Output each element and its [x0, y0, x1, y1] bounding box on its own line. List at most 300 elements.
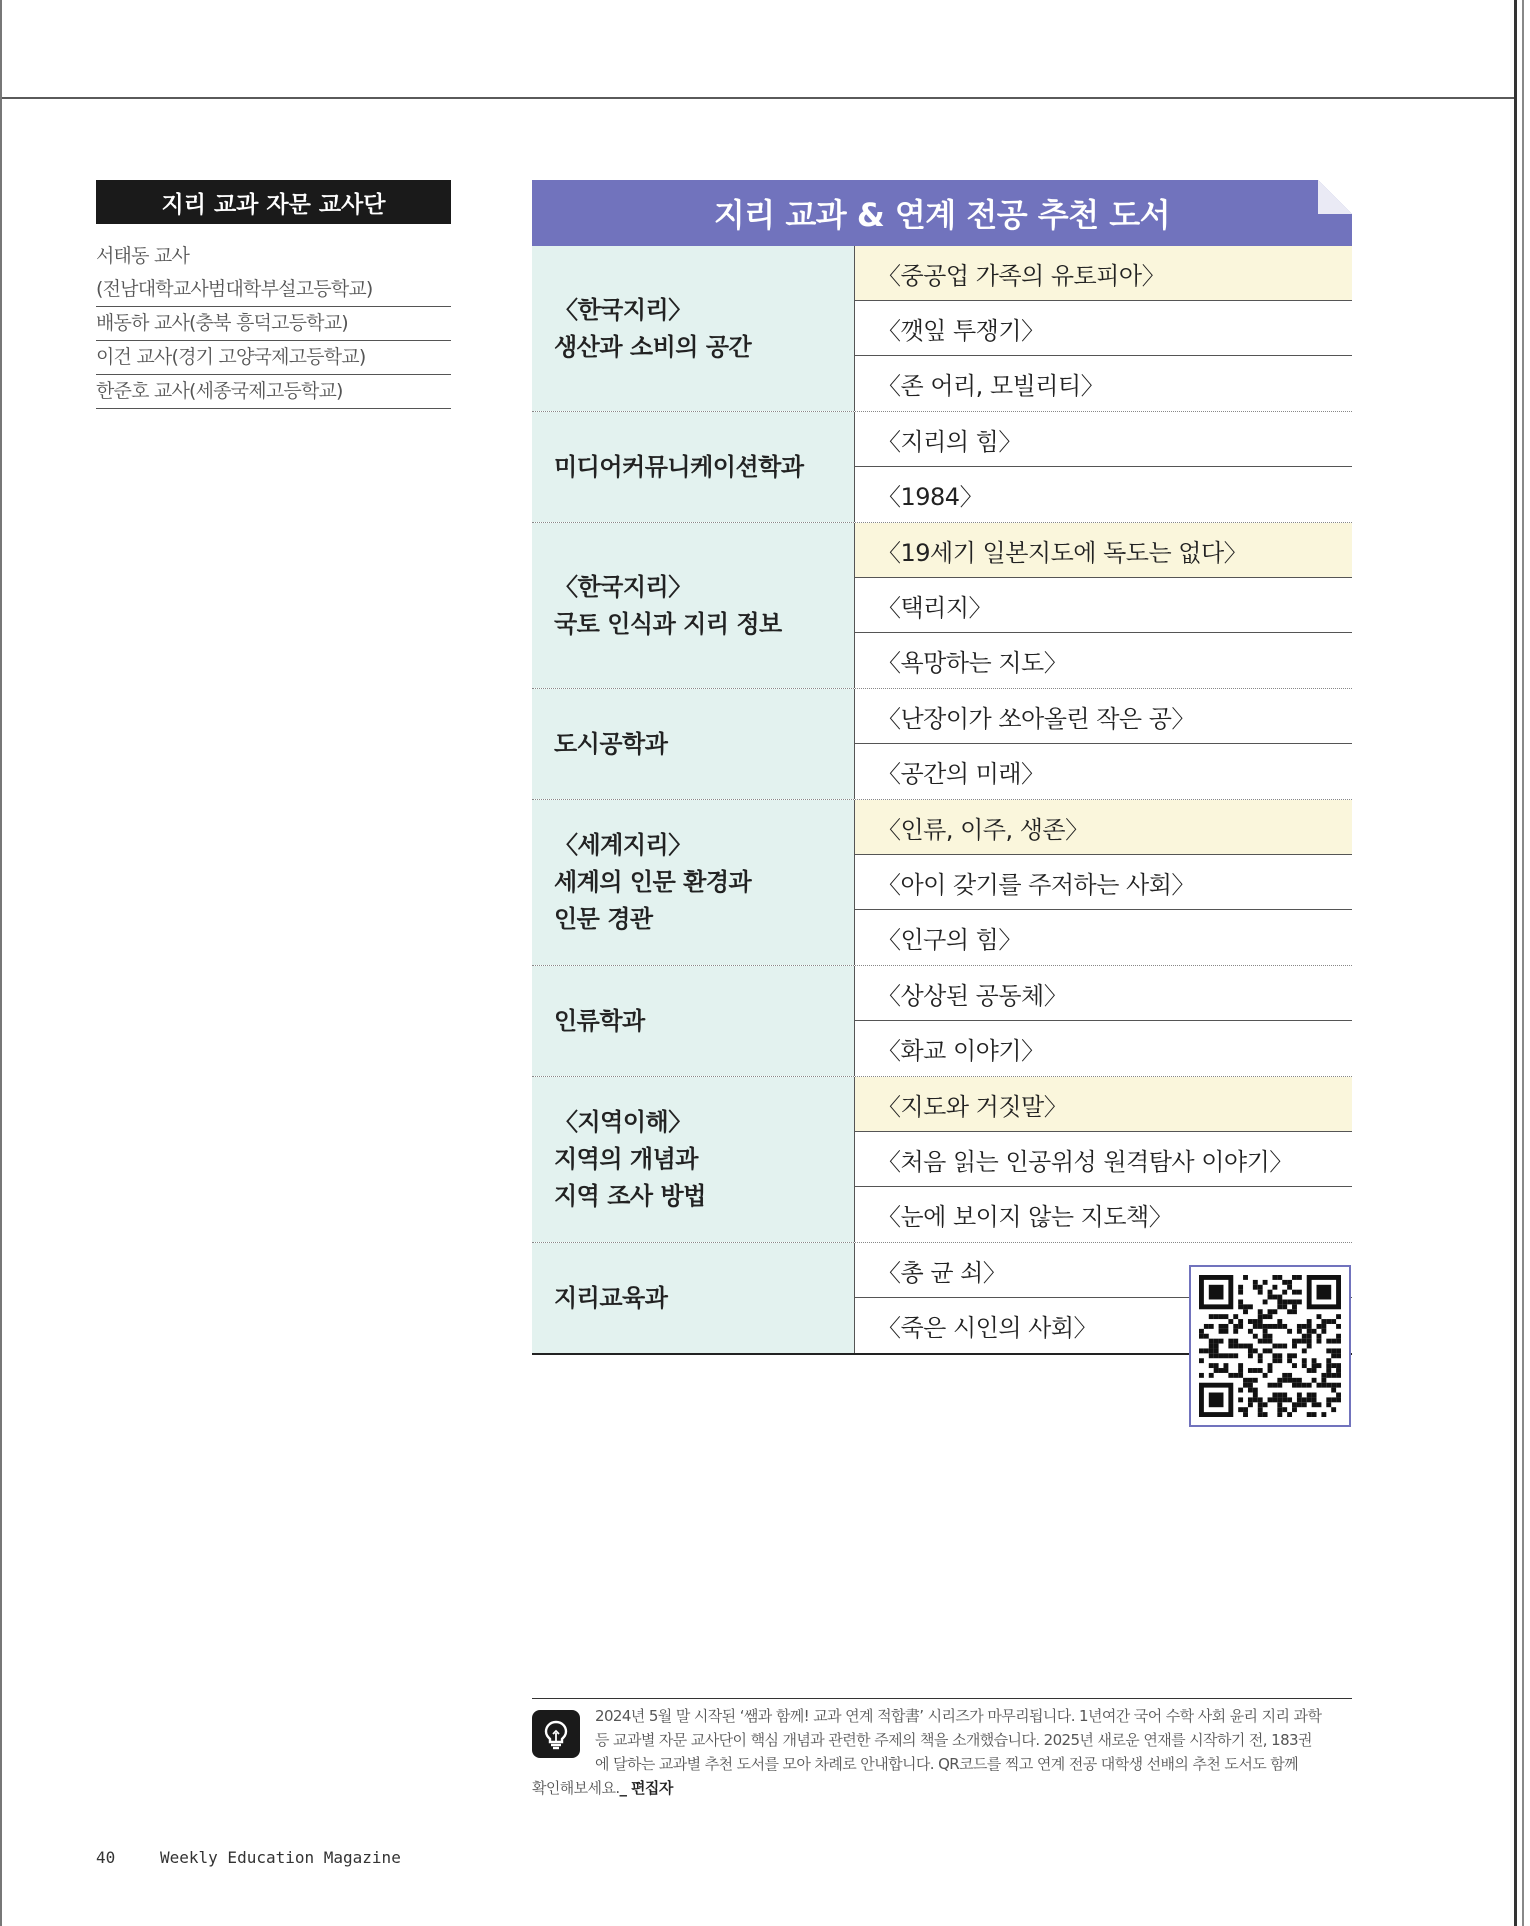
book-title: 〈19세기 일본지도에 독도는 없다〉 — [855, 523, 1352, 578]
qr-module — [1336, 1334, 1341, 1339]
book-title: 〈총 균 쇠〉 — [855, 1243, 1352, 1298]
book-title: 〈공간의 미래〉 — [877, 760, 1045, 788]
qr-module — [1331, 1383, 1336, 1388]
qr-module — [1321, 1412, 1326, 1417]
qr-module — [1204, 1334, 1209, 1339]
qr-module — [1253, 1368, 1258, 1373]
qr-module — [1248, 1388, 1253, 1393]
qr-module — [1336, 1373, 1341, 1378]
book-title: 〈지도와 거짓말〉 — [855, 1077, 1352, 1132]
book-title: 〈화교 이야기〉 — [877, 1037, 1045, 1065]
subject-line: 생산과 소비의 공간 — [554, 332, 752, 361]
editor-note — [532, 1704, 1352, 1800]
qr-module — [1233, 1324, 1238, 1329]
qr-module — [1326, 1383, 1331, 1388]
book-group — [532, 412, 1352, 523]
qr-module — [1272, 1397, 1277, 1402]
qr-module — [1268, 1383, 1273, 1388]
qr-module — [1243, 1378, 1248, 1383]
qr-module — [1209, 1344, 1214, 1349]
qr-module — [1228, 1353, 1233, 1358]
qr-module — [1287, 1280, 1292, 1285]
qr-module — [1214, 1344, 1219, 1349]
qr-module — [1263, 1339, 1268, 1344]
page-fold-icon — [1318, 180, 1352, 214]
book-list — [855, 689, 1352, 799]
book-title: 〈1984〉 — [877, 483, 984, 511]
qr-module — [1209, 1353, 1214, 1358]
qr-module — [1248, 1344, 1253, 1349]
qr-module — [1292, 1402, 1297, 1407]
teacher-line: (전남대학교사범대학부설고등학교) — [96, 273, 451, 307]
right-edge-inner — [1522, 0, 1524, 1926]
qr-module — [1312, 1368, 1317, 1373]
qr-module — [1238, 1285, 1243, 1290]
qr-module — [1307, 1412, 1312, 1417]
qr-module — [1317, 1324, 1322, 1329]
qr-module — [1317, 1285, 1332, 1300]
qr-module — [1331, 1397, 1336, 1402]
subject-cell — [532, 800, 855, 965]
qr-module — [1263, 1348, 1268, 1353]
qr-module — [1282, 1280, 1287, 1285]
book-list — [855, 800, 1352, 965]
qr-module — [1209, 1363, 1214, 1368]
qr-module — [1223, 1329, 1228, 1334]
qr-module — [1238, 1304, 1243, 1309]
qr-module — [1223, 1353, 1228, 1358]
subject-line: 〈지역이해〉 — [554, 1108, 692, 1136]
qr-module — [1223, 1363, 1228, 1368]
qr-module — [1214, 1314, 1219, 1319]
book-title: 〈중공업 가족의 유토피아〉 — [855, 246, 1352, 301]
qr-module — [1233, 1314, 1238, 1319]
qr-module — [1268, 1314, 1273, 1319]
book-list — [855, 1077, 1352, 1242]
qr-module — [1287, 1397, 1292, 1402]
qr-module — [1214, 1363, 1219, 1368]
qr-module — [1312, 1358, 1317, 1363]
teacher-line: 이건 교사(경기 고양국제고등학교) — [96, 341, 451, 375]
qr-module — [1321, 1373, 1326, 1378]
qr-module — [1238, 1344, 1243, 1349]
qr-module — [1248, 1383, 1253, 1388]
qr-module — [1253, 1388, 1258, 1393]
qr-module — [1258, 1402, 1263, 1407]
qr-module — [1199, 1373, 1204, 1378]
qr-module — [1263, 1299, 1268, 1304]
qr-module — [1312, 1412, 1317, 1417]
teacher-line: 배동하 교사(충북 흥덕고등학교) — [96, 307, 451, 341]
qr-module — [1331, 1388, 1336, 1393]
qr-module — [1248, 1378, 1253, 1383]
qr-module — [1272, 1358, 1277, 1363]
qr-module — [1331, 1363, 1336, 1368]
qr-module — [1238, 1290, 1243, 1295]
qr-module — [1268, 1363, 1273, 1368]
qr-module — [1263, 1280, 1268, 1285]
book-list — [855, 523, 1352, 688]
qr-module — [1277, 1378, 1282, 1383]
qr-module — [1336, 1368, 1341, 1373]
qr-module — [1292, 1344, 1297, 1349]
note-editor-credit: _ 편집자 — [619, 1779, 673, 1797]
qr-module — [1292, 1383, 1297, 1388]
qr-module — [1253, 1393, 1258, 1398]
qr-module — [1272, 1275, 1277, 1280]
book-title: 〈인구의 힘〉 — [877, 926, 1022, 954]
qr-module — [1219, 1368, 1224, 1373]
subject-cell — [532, 523, 855, 688]
qr-module — [1248, 1304, 1253, 1309]
qr-code[interactable] — [1189, 1265, 1351, 1427]
qr-module — [1302, 1348, 1307, 1353]
book-list — [855, 246, 1352, 411]
qr-module — [1243, 1412, 1248, 1417]
qr-module — [1268, 1309, 1273, 1314]
qr-module — [1228, 1339, 1233, 1344]
book-group — [532, 689, 1352, 800]
qr-module — [1263, 1373, 1268, 1378]
qr-module — [1233, 1373, 1238, 1378]
qr-module — [1263, 1402, 1268, 1407]
qr-module — [1277, 1412, 1282, 1417]
qr-module — [1214, 1353, 1219, 1358]
book-table — [532, 180, 1352, 1355]
qr-module — [1292, 1299, 1297, 1304]
subject-line: 지리교육과 — [554, 1283, 668, 1312]
qr-module — [1258, 1319, 1263, 1324]
qr-module — [1302, 1358, 1307, 1363]
qr-module — [1326, 1348, 1331, 1353]
qr-module — [1268, 1348, 1273, 1353]
qr-module — [1199, 1329, 1204, 1334]
qr-module — [1253, 1280, 1258, 1285]
qr-module — [1233, 1339, 1238, 1344]
book-table-title: 지리 교과 & 연계 전공 추천 도서 — [713, 196, 1171, 234]
qr-module — [1258, 1412, 1263, 1417]
qr-module — [1214, 1348, 1219, 1353]
qr-module — [1282, 1407, 1287, 1412]
qr-module — [1336, 1363, 1341, 1368]
book-group — [532, 800, 1352, 966]
qr-module — [1336, 1314, 1341, 1319]
qr-module — [1292, 1304, 1297, 1309]
qr-module — [1326, 1319, 1331, 1324]
qr-module — [1238, 1319, 1243, 1324]
qr-module — [1272, 1295, 1277, 1300]
qr-module — [1243, 1304, 1248, 1309]
advisory-teacher-list — [96, 240, 451, 409]
qr-module — [1282, 1304, 1287, 1309]
book-list — [855, 966, 1352, 1076]
qr-module — [1219, 1329, 1224, 1334]
note-line: 등 교과별 자문 교사단이 핵심 개념과 관련한 주제의 책을 소개했습니다. 2025년 새로운 연재를 시작하기 전, 183권 — [595, 1731, 1312, 1749]
qr-module — [1248, 1353, 1253, 1358]
subject-line: 인문 경관 — [554, 905, 653, 933]
subject-cell — [532, 689, 855, 799]
book-list — [855, 412, 1352, 522]
qr-module — [1307, 1329, 1312, 1334]
qr-module — [1258, 1368, 1263, 1373]
qr-module — [1336, 1397, 1341, 1402]
qr-module — [1302, 1339, 1307, 1344]
qr-module — [1199, 1358, 1204, 1363]
qr-module — [1228, 1344, 1233, 1349]
subject-cell — [532, 412, 855, 522]
qr-module — [1312, 1402, 1317, 1407]
qr-module — [1268, 1334, 1273, 1339]
qr-module — [1331, 1373, 1336, 1378]
book-title: 〈인류, 이주, 생존〉 — [855, 800, 1352, 855]
qr-module — [1287, 1299, 1292, 1304]
qr-module — [1336, 1339, 1341, 1344]
qr-module — [1321, 1383, 1326, 1388]
subject-line: 지역의 개념과 — [554, 1145, 698, 1173]
qr-module — [1258, 1324, 1263, 1329]
qr-module — [1326, 1339, 1331, 1344]
qr-module — [1326, 1363, 1331, 1368]
qr-module — [1248, 1329, 1253, 1334]
qr-module — [1263, 1314, 1268, 1319]
qr-module — [1272, 1309, 1277, 1314]
qr-module — [1302, 1324, 1307, 1329]
qr-module — [1209, 1373, 1214, 1378]
subject-cell — [532, 246, 855, 411]
qr-module — [1263, 1324, 1268, 1329]
qr-module — [1326, 1397, 1331, 1402]
qr-module — [1287, 1285, 1292, 1290]
qr-module — [1297, 1383, 1302, 1388]
qr-module — [1336, 1324, 1341, 1329]
book-group — [532, 246, 1352, 412]
qr-module — [1238, 1299, 1243, 1304]
subject-cell — [532, 1243, 855, 1353]
qr-module — [1253, 1397, 1258, 1402]
subject-line: 지역 조사 방법 — [554, 1182, 706, 1210]
qr-module — [1243, 1344, 1248, 1349]
book-group — [532, 966, 1352, 1077]
book-title: 〈눈에 보이지 않는 지도책〉 — [877, 1203, 1173, 1231]
qr-module — [1209, 1324, 1214, 1329]
qr-module — [1292, 1309, 1297, 1314]
qr-module — [1336, 1393, 1341, 1398]
qr-module — [1292, 1378, 1297, 1383]
qr-module — [1272, 1344, 1277, 1349]
qr-module — [1209, 1393, 1224, 1408]
book-title: 〈지리의 힘〉 — [855, 412, 1352, 467]
qr-module — [1331, 1353, 1336, 1358]
qr-module — [1199, 1334, 1204, 1339]
qr-module — [1336, 1353, 1341, 1358]
qr-module — [1277, 1383, 1282, 1388]
qr-module — [1223, 1314, 1228, 1319]
qr-module — [1219, 1324, 1224, 1329]
qr-module — [1233, 1344, 1238, 1349]
qr-module — [1214, 1368, 1219, 1373]
subject-line: 〈세계지리〉 — [554, 831, 692, 859]
qr-module — [1297, 1275, 1302, 1280]
qr-module — [1282, 1378, 1287, 1383]
qr-module — [1336, 1383, 1341, 1388]
qr-module — [1287, 1358, 1292, 1363]
qr-module — [1321, 1378, 1326, 1383]
qr-module — [1287, 1412, 1292, 1417]
qr-module — [1272, 1383, 1277, 1388]
qr-module — [1292, 1407, 1297, 1412]
qr-module — [1272, 1353, 1277, 1358]
note-divider — [532, 1698, 1352, 1699]
qr-module — [1277, 1304, 1282, 1309]
book-title: 〈욕망하는 지도〉 — [877, 649, 1068, 677]
qr-module — [1321, 1329, 1326, 1334]
qr-module — [1297, 1329, 1302, 1334]
qr-module — [1253, 1319, 1258, 1324]
qr-module — [1307, 1339, 1312, 1344]
qr-module — [1336, 1348, 1341, 1353]
qr-module — [1243, 1309, 1248, 1314]
qr-module — [1204, 1324, 1209, 1329]
book-title: 〈상상된 공동체〉 — [855, 966, 1352, 1021]
qr-module — [1253, 1334, 1258, 1339]
qr-module — [1263, 1329, 1268, 1334]
qr-module — [1297, 1299, 1302, 1304]
book-table-body — [532, 246, 1352, 1355]
qr-module — [1312, 1393, 1317, 1398]
subject-cell — [532, 1077, 855, 1242]
qr-module — [1331, 1339, 1336, 1344]
qr-module — [1307, 1334, 1312, 1339]
note-line: 2024년 5월 말 시작된 ‘쌤과 함께! 교과 연계 적합書’ 시리즈가 마무리됩니다. 1년여간 국어 수학 사회 윤리 지리 과학 — [595, 1707, 1322, 1725]
qr-module — [1326, 1373, 1331, 1378]
qr-module — [1302, 1402, 1307, 1407]
qr-module — [1287, 1353, 1292, 1358]
qr-module — [1238, 1324, 1243, 1329]
book-title: 〈아이 갖기를 주저하는 사회〉 — [855, 855, 1352, 910]
qr-module — [1287, 1373, 1292, 1378]
qr-module — [1248, 1397, 1253, 1402]
book-title: 〈난장이가 쏘아올린 작은 공〉 — [855, 689, 1352, 744]
qr-code-icon — [1199, 1275, 1341, 1417]
qr-module — [1253, 1285, 1258, 1290]
qr-module — [1238, 1373, 1243, 1378]
subject-line: 〈한국지리〉 — [554, 295, 692, 324]
qr-module — [1307, 1368, 1312, 1373]
qr-module — [1297, 1339, 1302, 1344]
qr-module — [1277, 1358, 1282, 1363]
qr-module — [1277, 1397, 1282, 1402]
qr-module — [1248, 1348, 1253, 1353]
teacher-line: 서태동 교사 — [96, 245, 190, 267]
magazine-name: Weekly Education Magazine — [160, 1848, 401, 1867]
qr-module — [1228, 1319, 1233, 1324]
qr-module — [1209, 1348, 1214, 1353]
qr-module — [1268, 1368, 1273, 1373]
qr-module — [1272, 1324, 1277, 1329]
qr-module — [1209, 1314, 1214, 1319]
qr-module — [1258, 1353, 1263, 1358]
qr-module — [1302, 1334, 1307, 1339]
qr-module — [1282, 1290, 1287, 1295]
qr-module — [1297, 1324, 1302, 1329]
book-group — [532, 523, 1352, 689]
qr-module — [1302, 1383, 1307, 1388]
qr-module — [1312, 1378, 1317, 1383]
qr-module — [1312, 1363, 1317, 1368]
qr-module — [1277, 1275, 1282, 1280]
qr-module — [1312, 1397, 1317, 1402]
note-line: 에 달하는 교과별 추천 도서를 모아 차례로 안내합니다. QR코드를 찍고 연계 전공 대학생 선배의 추천 도서도 함께 — [595, 1755, 1299, 1773]
qr-module — [1317, 1402, 1322, 1407]
qr-module — [1268, 1397, 1273, 1402]
qr-module — [1292, 1339, 1297, 1344]
qr-module — [1238, 1407, 1243, 1412]
qr-module — [1199, 1348, 1204, 1353]
qr-module — [1258, 1397, 1263, 1402]
top-rule — [0, 97, 1516, 99]
book-table-header — [532, 180, 1352, 246]
subject-line: 국토 인식과 지리 정보 — [554, 609, 782, 638]
qr-module — [1219, 1314, 1224, 1319]
qr-module — [1238, 1368, 1243, 1373]
qr-module — [1282, 1299, 1287, 1304]
qr-module — [1258, 1314, 1263, 1319]
qr-module — [1253, 1348, 1258, 1353]
qr-module — [1317, 1383, 1322, 1388]
qr-module — [1331, 1407, 1336, 1412]
qr-module — [1292, 1363, 1297, 1368]
qr-module — [1317, 1314, 1322, 1319]
qr-module — [1277, 1299, 1282, 1304]
note-line-text: 확인해보세요. — [532, 1779, 620, 1797]
qr-module — [1307, 1324, 1312, 1329]
qr-module — [1248, 1402, 1253, 1407]
qr-module — [1282, 1324, 1287, 1329]
qr-module — [1297, 1402, 1302, 1407]
qr-module — [1233, 1353, 1238, 1358]
qr-module — [1287, 1309, 1292, 1314]
subject-cell — [532, 966, 855, 1076]
qr-module — [1268, 1290, 1273, 1295]
qr-module — [1238, 1388, 1243, 1393]
qr-module — [1233, 1329, 1238, 1334]
qr-module — [1223, 1324, 1228, 1329]
qr-module — [1282, 1373, 1287, 1378]
subject-line: 〈한국지리〉 — [554, 572, 692, 601]
teacher-line: 한준호 교사(세종국제고등학교) — [96, 375, 451, 409]
qr-module — [1253, 1378, 1258, 1383]
qr-module — [1292, 1275, 1297, 1280]
qr-module — [1277, 1402, 1282, 1407]
qr-module — [1268, 1324, 1273, 1329]
qr-module — [1248, 1368, 1253, 1373]
book-group — [532, 1077, 1352, 1243]
qr-module — [1253, 1324, 1258, 1329]
subject-line: 세계의 인문 환경과 — [554, 868, 752, 896]
qr-module — [1268, 1339, 1273, 1344]
qr-module — [1312, 1329, 1317, 1334]
qr-module — [1204, 1348, 1209, 1353]
subject-line: 미디어커뮤니케이션학과 — [554, 452, 804, 481]
qr-module — [1302, 1397, 1307, 1402]
subject-line: 도시공학과 — [554, 729, 668, 758]
qr-module — [1326, 1358, 1331, 1363]
qr-module — [1282, 1397, 1287, 1402]
qr-module — [1317, 1363, 1322, 1368]
qr-module — [1258, 1285, 1263, 1290]
right-edge — [1514, 0, 1517, 1926]
qr-module — [1248, 1319, 1253, 1324]
